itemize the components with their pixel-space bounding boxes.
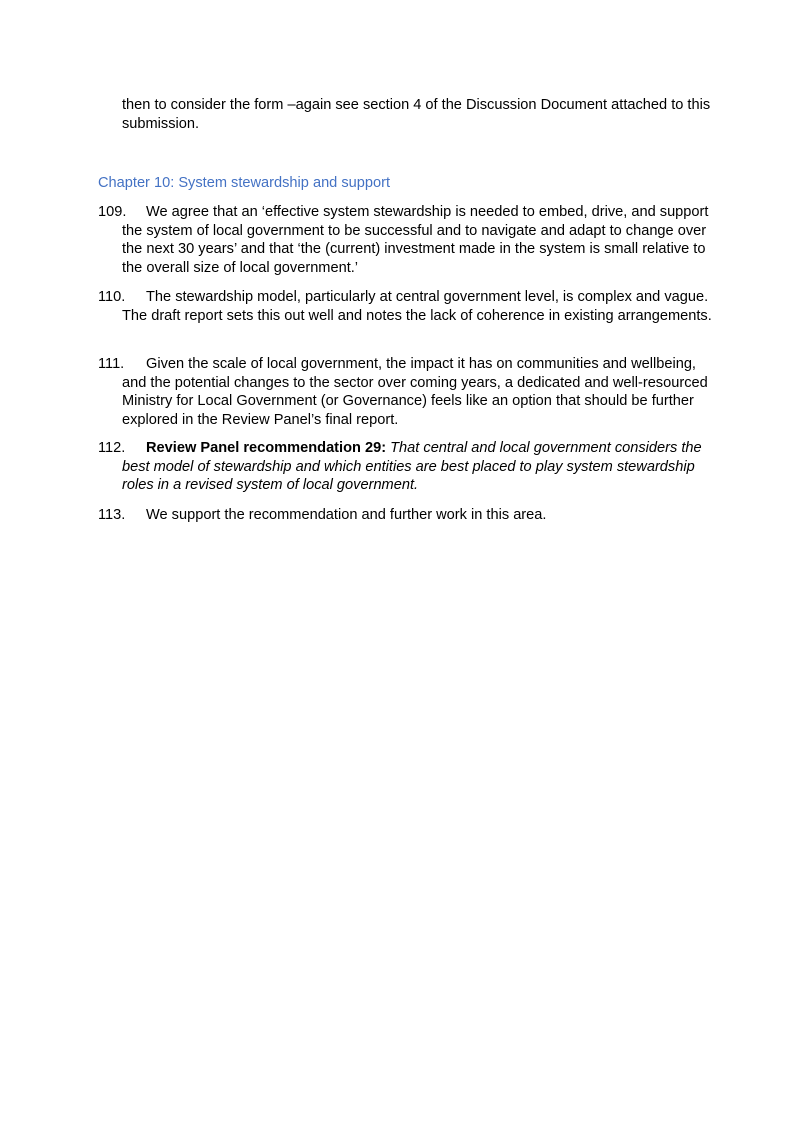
paragraph-text: [122, 439, 718, 495]
paragraph-112: [98, 439, 718, 495]
paragraph-text: We agree that an ‘effective system stewardship is needed to embed, drive, and support the system of local government to be successful and to navigate and adapt to change over the next 30 years’ and that ‘the (current) investment made in the system is small relative to the overall size of local government.’: [122, 204, 709, 276]
paragraph-text: The stewardship model, particularly at central government level, is complex and vague. The draft report sets this out well and notes the lack of coherence in existing arrangements.: [122, 289, 712, 324]
recommendation-label: Review Panel recommendation 29:: [146, 440, 387, 456]
paragraph-number: 110.: [98, 289, 126, 305]
paragraph-text: We support the recommendation and further work in this area.: [146, 507, 547, 523]
paragraph-111: [98, 355, 718, 429]
paragraph-109: [98, 203, 718, 277]
paragraph-number: 111.: [98, 356, 125, 372]
paragraph-113: [98, 506, 718, 525]
paragraph-text: Given the scale of local government, the impact it has on communities and wellbeing, and the potential changes to the sector over coming years, a dedicated and well-resourced Ministry for Local Government (or Governance) feels like an option that should be further explored in the Review Panel’s final report.: [122, 356, 708, 428]
paragraph-number: 109.: [98, 204, 127, 220]
chapter-heading: Chapter 10: System stewardship and support: [98, 175, 391, 191]
paragraph-110: [98, 288, 718, 325]
paragraph-number: 113.: [98, 507, 126, 523]
continuation-text: then to consider the form –again see section 4 of the Discussion Document attached to this submission.: [122, 97, 711, 132]
paragraph-number: 112.: [98, 440, 126, 456]
recommendation-text: That central and local government considers the best model of stewardship and which entities are best placed to play system stewardship roles in a revised system of local government.: [122, 440, 702, 494]
